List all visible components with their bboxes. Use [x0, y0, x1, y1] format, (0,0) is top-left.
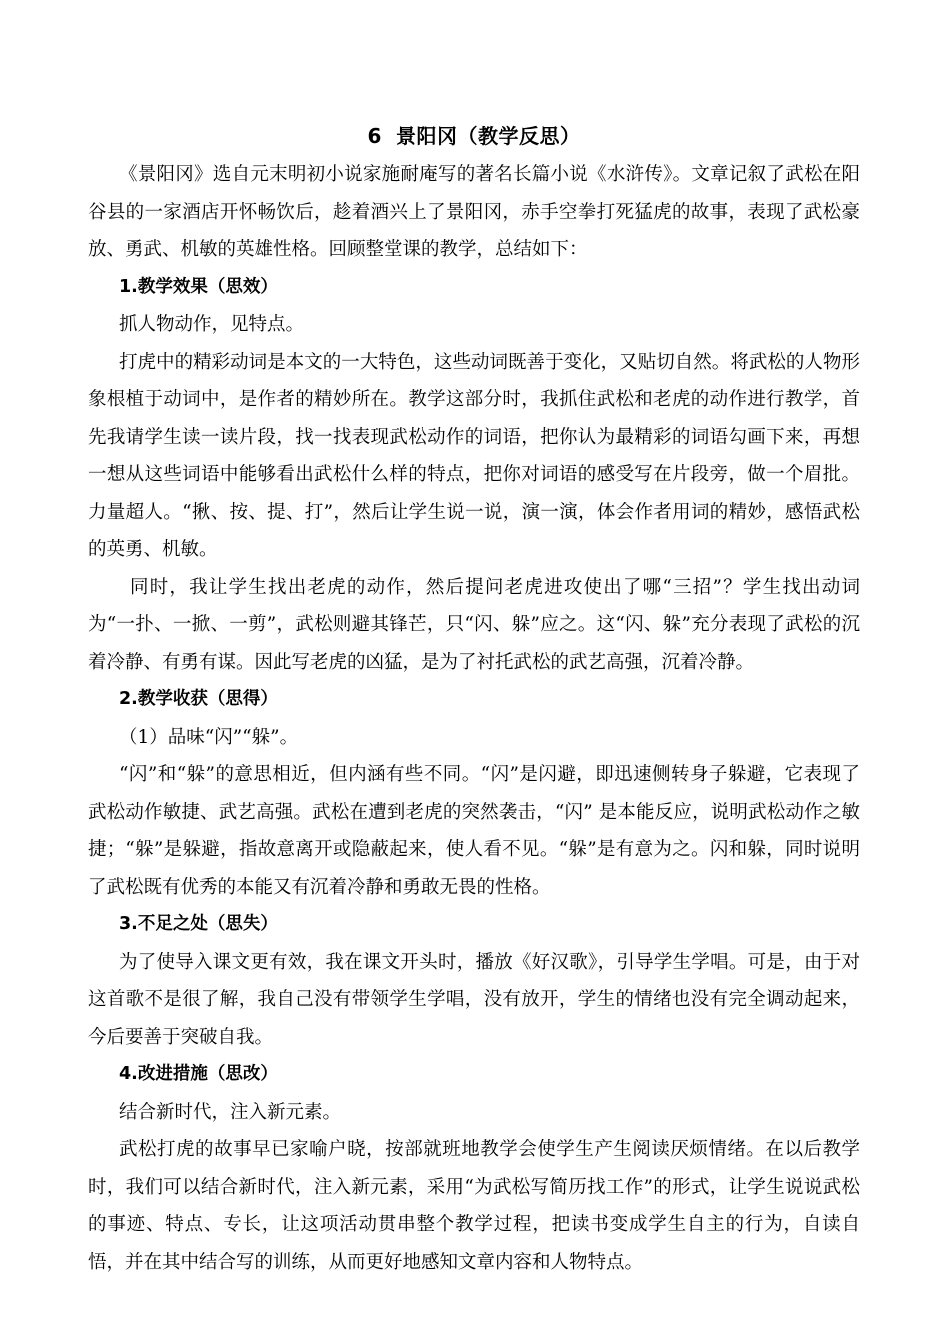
section4-paragraph-1: 武松打虎的故事早已家喻户晓，按部就班地教学会使学生产生阅读厌烦情绪。在以后教学时，我们可以结合新时代，注入新元素，采用“为武松写简历找工作”的形式，让学生说说武松的事迹、特点、专长，让这项活动贯串整个教学过程，把读书变成学生自主的行为，自读自悟，并在其中结合写的训练，从而更好地感知文章内容和人物特点。 [88, 1139, 860, 1273]
section1-lead: 抓人物动作，见特点。 [119, 314, 305, 335]
section2-lead: （1）品味“闪”“躲”。 [119, 726, 299, 748]
section2-paragraph-1: “闪”和“躲”的意思相近，但内涵有些不同。“闪”是闪避，即迅速侧转身子躲避，它表现了武松动作敏捷、武艺高强。武松在遭到老虎的突然袭击，“闪” 是本能反应，说明武松动作之敏捷；“躲”是躲避，指故意离开或隐蔽起来，使人看不见。“躲”是有意为之。闪和躲，同时说明了武松既有优秀的本能又有沉着冷静和勇敢无畏的性格。 [88, 764, 860, 898]
section-heading-gain: 2.教学收获（思得） [119, 689, 278, 709]
section3-paragraph-1: 为了使导入课文更有效，我在课文开头时，播放《好汉歌》，引导学生学唱。可是，由于对这首歌不是很了解，我自己没有带领学生学唱，没有放开，学生的情绪也没有完全调动起来，今后要善于突破自我。 [88, 951, 860, 1048]
section-heading-shortcoming: 3.不足之处（思失） [119, 914, 278, 934]
document-title [88, 118, 860, 154]
section-heading-improvement: 4.改进措施（思改） [119, 1064, 278, 1084]
title-text: 景阳冈（教学反思） [395, 124, 581, 148]
section1-paragraph-2: 同时，我让学生找出老虎的动作，然后提问老虎进攻使出了哪“三招”？学生找出动词为“一扑、一掀、一剪”，武松则避其锋芒，只“闪、躲”应之。这“闪、躲”充分表现了武松的沉着冷静、有勇有谋。因此写老虎的凶猛，是为了衬托武松的武艺高强，沉着冷静。 [88, 576, 860, 673]
title-number: 6 [367, 124, 382, 148]
section4-lead: 结合新时代，注入新元素。 [119, 1101, 342, 1123]
section1-paragraph-1: 打虎中的精彩动词是本文的一大特色，这些动词既善于变化，又贴切自然。将武松的人物形象根植于动词中，是作者的精妙所在。教学这部分时，我抓住武松和老虎的动作进行教学，首先我请学生读一读片段，找一找表现武松动作的词语，把你认为最精彩的词语勾画下来，再想一想从这些词语中能够看出武松什么样的特点，把你对词语的感受写在片段旁，做一个眉批。力量超人。“揪、按、提、打”，然后让学生说一说，演一演，体会作者用词的精妙，感悟武松的英勇、机敏。 [88, 351, 860, 560]
section-heading-effect: 1.教学效果（思效） [119, 276, 278, 297]
document-page [88, 118, 860, 1281]
intro-paragraph: 《景阳冈》选自元末明初小说家施耐庵写的著名长篇小说《水浒传》。文章记叙了武松在阳谷县的一家酒店开怀畅饮后，趁着酒兴上了景阳冈，赤手空拳打死猛虎的故事，表现了武松豪放、勇武、机敏的英雄性格。回顾整堂课的教学，总结如下： [88, 164, 860, 260]
